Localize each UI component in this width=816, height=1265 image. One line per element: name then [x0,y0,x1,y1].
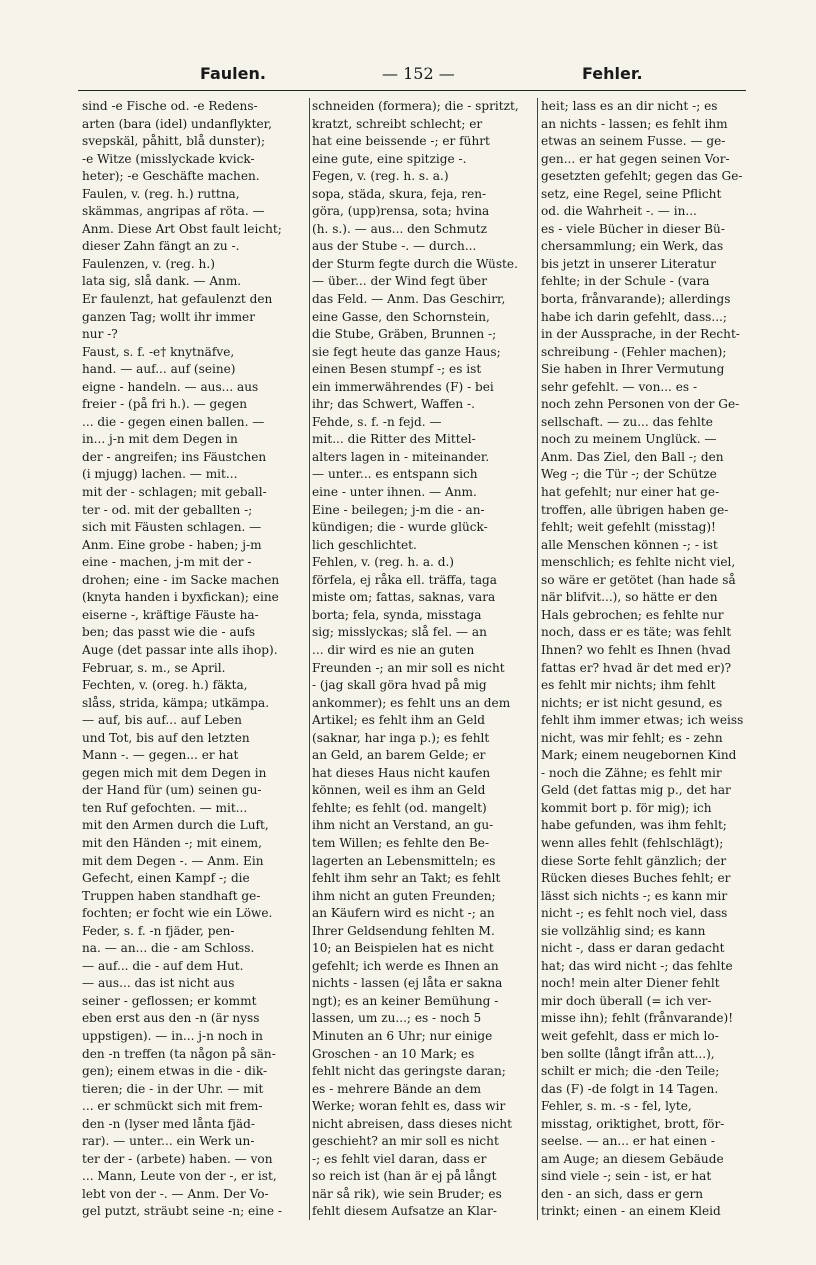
text-line: fehlt ihm immer etwas; ich weiss [541,713,744,728]
text-line: fehlt diesem Aufsatze an Klar- [312,1204,497,1218]
text-line: trinkt; einen - an einem Kleid [541,1204,721,1218]
text-line: — auf, bis auf... auf Leben [82,713,242,728]
text-line: gen); einem etwas in die - dik- [82,1064,268,1079]
text-line: aus der Stube -. — durch... [312,239,477,254]
text-line: — aus... das ist nicht aus [82,976,235,991]
text-line: alters lagen in - miteinander. [312,449,490,464]
text-line: ngt); es an keiner Bemühung - [312,993,499,1008]
text-line: ben; das passt wie die - aufs [82,625,256,640]
text-line: Faust, s. f. -e† knytnäfve, [82,344,235,359]
text-line: Fegen, v. (reg. h. s. a.) [312,169,449,184]
text-line: troffen, alle übrigen haben ge- [541,502,729,517]
text-line: noch, dass er es täte; was fehlt [541,625,732,640]
text-line: der Hand für (um) seinen gu- [82,783,262,798]
text-line: ter der - (arbete) haben. — von [82,1151,273,1166]
text-line: od. die Wahrheit -. — in... [541,204,697,219]
text-line: — über... der Wind fegt über [312,274,487,289]
text-line: Rücken dieses Buches fehlt; er [541,871,731,886]
text-line: ihm nicht an Verstand, an gu- [312,818,494,833]
text-line: (i mjugg) lachen. — mit... [82,467,238,482]
text-line: mit dem Degen -. — Anm. Ein [82,853,264,868]
text-line: sehr gefehlt. — von... es - [541,379,698,394]
page-number: — 152 — [382,64,455,83]
text-line: diese Sorte fehlt gänzlich; der [541,853,727,868]
text-line: fehlte; es fehlt (od. mangelt) [312,800,487,815]
text-line: ihm nicht an guten Freunden; [312,888,496,903]
text-line: der - angreifen; ins Fäustchen [82,449,267,464]
text-line: ankommer); es fehlt uns an dem [312,695,511,710]
text-line: schreibung - (Fehler machen); [541,344,727,359]
text-line: Faulenzen, v. (reg. h.) [82,256,215,271]
column-2 [312,98,534,1218]
text-line: svepskäl, påhitt, blå dunster); [82,134,266,149]
text-line: Ihnen? wo fehlt es Ihnen (hvad [541,642,731,657]
column-1 [82,98,306,1218]
text-line: Mann -. — gegen... er hat [82,748,239,763]
text-line: drohen; eine - im Sacke machen [82,572,280,587]
text-line: - noch die Zähne; es fehlt mir [541,765,722,780]
text-line: fochten; er focht wie ein Löwe. [82,906,273,921]
column-divider-2 [537,98,538,1220]
text-line: mit den Händen -; mit einem, [82,835,262,850]
text-line: Fehler, s. m. -s - fel, lyte, [541,1099,692,1114]
text-line: hat dieses Haus nicht kaufen [312,765,491,780]
text-line: heter); -e Geschäfte machen. [82,169,260,184]
text-line: na. — an... die - am Schloss. [82,941,255,956]
text-line: chersammlung; ein Werk, das [541,239,724,254]
text-line: (h. s.). — aus... den Schmutz [312,221,488,236]
text-line: einen Besen stumpf -; es ist [312,362,482,377]
text-line: den -n (lyser med lånta fjäd- [82,1116,255,1131]
text-line: hat; das wird nicht -; das fehlte [541,958,733,973]
text-line: när blifvit...), so hätte er den [541,590,718,605]
text-line: mir doch überall (= ich ver- [541,993,712,1008]
text-line: können, weil es ihm an Geld [312,783,486,798]
text-line: -e Witze (misslyckade kvick- [82,151,255,166]
text-line: Geld (det fattas mig p., det har [541,783,731,798]
text-line: an Geld, an barem Gelde; er [312,748,486,763]
text-line: förfela, ej råka ell. träffa, taga [312,572,498,587]
text-line: wenn alles fehlt (fehlschlägt); [541,835,724,850]
column-3 [541,98,767,1218]
text-line: misse ihn); fehlt (frånvarande)! [541,1011,734,1026]
text-line: dieser Zahn fängt an zu -. [82,239,240,254]
text-line: geschieht? an mir soll es nicht [312,1134,499,1149]
text-line: rar). — unter... ein Werk un- [82,1134,255,1149]
text-line: fehlt; weit gefehlt (misstag)! [541,520,716,535]
text-line: eigne - handeln. — aus... aus [82,379,259,394]
text-line: heit; lass es an dir nicht -; es [541,99,718,113]
text-line: kommit bort p. för mig); ich [541,800,712,815]
text-line: eine - machen, j-m mit der - [82,555,252,570]
text-line: eine gute, eine spitzige -. [312,151,467,166]
text-line: den -n treffen (ta någon på sän- [82,1046,276,1061]
text-line: när så rik), wie sein Bruder; es [312,1186,502,1201]
text-line: nichts; er ist nicht gesund, es [541,695,723,710]
text-line: 10; an Beispielen hat es nicht [312,941,494,956]
text-line: etwas an seinem Fusse. — ge- [541,134,726,149]
text-line: -; es fehlt viel daran, dass er [312,1151,487,1166]
header-last-word: Fehler. [582,64,643,83]
text-line: es - mehrere Bände an dem [312,1081,482,1096]
text-line: Artikel; es fehlt ihm an Geld [312,713,485,728]
text-line: Minuten an 6 Uhr; nur einige [312,1028,493,1043]
text-line: so reich ist (han är ej på långt [312,1169,497,1184]
text-line: kündigen; die - wurde glück- [312,520,488,535]
text-line: tieren; die - in der Uhr. — mit [82,1081,264,1096]
text-line: Werke; woran fehlt es, dass wir [312,1099,506,1114]
text-line: seelse. — an... er hat einen - [541,1134,715,1149]
text-line: gen... er hat gegen seinen Vor- [541,151,730,166]
text-line: lässt sich nichts -; es kann mir [541,888,728,903]
text-line: Mark; einem neugebornen Kind [541,748,737,763]
text-line: fattas er? hvad är det med er)? [541,660,732,675]
text-line: gefehlt; ich werde es Ihnen an [312,958,499,973]
text-line: nicht -; es fehlt noch viel, dass [541,906,728,921]
text-line: an Käufern wird es nicht -; an [312,906,495,921]
text-line: miste om; fattas, saknas, vara [312,590,496,605]
text-line: eine - unter ihnen. — Anm. [312,485,477,500]
text-line: Ihrer Geldsendung fehlten M. [312,923,495,938]
text-line: sie vollzählig sind; es kann [541,923,706,938]
text-line: Anm. Eine grobe - haben; j-m [82,537,262,552]
running-header [82,60,742,90]
text-line: noch! mein alter Diener fehlt [541,976,720,991]
text-line: so wäre er getötet (han hade så [541,572,736,587]
text-line: misstag, oriktighet, brott, för- [541,1116,725,1131]
text-line: Anm. Diese Art Obst fault leicht; [82,221,282,236]
text-line: göra, (upp)rensa, sota; hvina [312,204,490,219]
text-line: fehlte; in der Schule - (vara [541,274,710,289]
text-line: noch zu meinem Unglück. — [541,432,717,447]
text-line: nicht, was mir fehlt; es - zehn [541,730,723,745]
text-line: slåss, strida, kämpa; utkämpa. [82,695,270,710]
text-line: ein immerwährendes (F) - bei [312,379,494,394]
text-line: uppstigen). — in... j-n noch in [82,1028,263,1043]
text-line: in... j-n mit dem Degen in [82,432,238,447]
text-line: Eine - beilegen; j-m die - an- [312,502,485,517]
text-line: ... Mann, Leute von der -, er ist, [82,1169,277,1184]
text-line: gegen mich mit dem Degen in [82,765,267,780]
text-line: alle Menschen können -; - ist [541,537,718,552]
text-line: borta, frånvarande); allerdings [541,292,731,307]
text-line: habe ich darin gefehlt, dass...; [541,309,727,324]
text-line: Er faulenzt, hat gefaulenzt den [82,292,273,307]
text-line: das Feld. — Anm. Das Geschirr, [312,292,506,307]
text-line: weit gefehlt, dass er mich lo- [541,1028,719,1043]
text-line: sie fegt heute das ganze Haus; [312,344,501,359]
text-line: sopa, städa, skura, feja, ren- [312,186,487,201]
text-line: - (jag skall göra hvad på mig [312,678,487,693]
text-line: hat eine beissende -; er führt [312,134,490,149]
text-line: nur -? [82,327,118,342]
text-line: ... dir wird es nie an guten [312,642,475,657]
text-line: nicht -, dass er daran gedacht [541,941,725,956]
text-line: habe gefunden, was ihm fehlt; [541,818,727,833]
text-line: mit der - schlagen; mit geball- [82,485,267,500]
text-line: mit den Armen durch die Luft, [82,818,269,833]
text-line: hat gefehlt; nur einer hat ge- [541,485,720,500]
text-line: ... er schmückt sich mit frem- [82,1099,263,1114]
text-line: Fehde, s. f. -n fejd. — [312,414,442,429]
text-line: Gefecht, einen Kampf -; die [82,871,250,886]
text-line: sig; misslyckas; slå fel. — an [312,625,487,640]
text-line: lagerten an Lebensmitteln; es [312,853,496,868]
text-line: Faulen, v. (reg. h.) ruttna, [82,186,240,201]
text-line: es fehlt mir nichts; ihm fehlt [541,678,716,693]
text-line: (knyta handen i byxfickan); eine [82,590,279,605]
text-line: fehlt nicht das geringste daran; [312,1064,506,1079]
text-line: der Sturm fegte durch die Wüste. [312,256,518,271]
text-line: borta; fela, synda, misstaga [312,607,482,622]
text-line: mit... die Ritter des Mittel- [312,432,476,447]
header-first-word: Faulen. [200,64,266,83]
text-line: Februar, s. m., se April. [82,660,226,675]
text-line: ten Ruf gefochten. — mit... [82,800,248,815]
text-line: Freunden -; an mir soll es nicht [312,660,505,675]
text-line: kratzt, schreibt schlecht; er [312,116,483,131]
text-line: sind -e Fische od. -e Redens- [82,99,258,113]
text-line: (saknar, har inga p.); es fehlt [312,730,490,745]
text-line: ter - od. mit der geballten -; [82,502,253,517]
text-line: das (F) -de folgt in 14 Tagen. [541,1081,719,1096]
text-line: setz, eine Regel, seine Pflicht [541,186,722,201]
text-line: den - an sich, dass er gern [541,1186,704,1201]
text-line: bis jetzt in unserer Literatur [541,256,716,271]
text-line: sich mit Fäusten schlagen. — [82,520,262,535]
text-line: nichts - lassen (ej låta er sakna [312,976,503,991]
text-line: menschlich; es fehlte nicht viel, [541,555,736,570]
text-line: tem Willen; es fehlte den Be- [312,835,490,850]
text-line: gesetzten gefehlt; gegen das Ge- [541,169,743,184]
text-line: an nichts - lassen; es fehlt ihm [541,116,728,131]
header-rule [78,90,746,91]
text-line: Sie haben in Ihrer Vermutung [541,362,725,377]
text-line: schneiden (formera); die - spritzt, [312,99,519,113]
text-line: seiner - geflossen; er kommt [82,993,257,1008]
text-line: eben erst aus den -n (är nyss [82,1011,260,1026]
text-line: — auf... die - auf dem Hut. [82,958,244,973]
text-line: und Tot, bis auf den letzten [82,730,250,745]
text-line: fehlt ihm sehr an Takt; es fehlt [312,871,501,886]
text-line: lassen, um zu...; es - noch 5 [312,1011,482,1026]
text-line: Fehlen, v. (reg. h. a. d.) [312,555,455,570]
text-line: skämmas, angripas af röta. — [82,204,265,219]
text-line: lata sig, slå dank. — Anm. [82,274,242,289]
text-line: lich geschlichtet. [312,537,417,552]
text-line: arten (bara (idel) undanflykter, [82,116,272,131]
text-line: Hals gebrochen; es fehlte nur [541,607,724,622]
text-line: noch zehn Personen von der Ge- [541,397,740,412]
text-line: Anm. Das Ziel, den Ball -; den [541,449,724,464]
text-line: Weg -; die Tür -; der Schütze [541,467,717,482]
text-line: in der Aussprache, in der Recht- [541,327,740,342]
text-line: Auge (det passar inte alls ihop). [82,642,278,657]
text-line: am Auge; an diesem Gebäude [541,1151,724,1166]
column-divider-1 [309,98,310,1220]
text-line: Groschen - an 10 Mark; es [312,1046,475,1061]
text-line: die Stube, Gräben, Brunnen -; [312,327,497,342]
text-line: freier - (på fri h.). — gegen [82,397,248,412]
text-line: Feder, s. f. -n fjäder, pen- [82,923,235,938]
text-line: eine Gasse, den Schornstein, [312,309,490,324]
text-line: gel putzt, sträubt seine -n; eine - [82,1204,282,1218]
text-line: es - viele Bücher in dieser Bü- [541,221,725,236]
text-line: ben sollte (långt ifrån att...), [541,1046,715,1061]
text-line: sellschaft. — zu... das fehlte [541,414,713,429]
text-line: ... die - gegen einen ballen. — [82,414,265,429]
text-line: ganzen Tag; wollt ihr immer [82,309,255,324]
text-line: Truppen haben standhaft ge- [82,888,261,903]
text-line: hand. — auf... auf (seine) [82,362,236,377]
text-line: nicht abreisen, dass dieses nicht [312,1116,512,1131]
text-line: sind viele -; sein - ist, er hat [541,1169,712,1184]
text-line: — unter... es entspann sich [312,467,478,482]
text-line: ihr; das Schwert, Waffen -. [312,397,475,412]
text-line: eiserne -, kräftige Fäuste ha- [82,607,259,622]
text-line: lebt von der -. — Anm. Der Vo- [82,1186,269,1201]
text-line: schilt er mich; die -den Teile; [541,1064,720,1079]
text-line: Fechten, v. (oreg. h.) fäkta, [82,678,248,693]
